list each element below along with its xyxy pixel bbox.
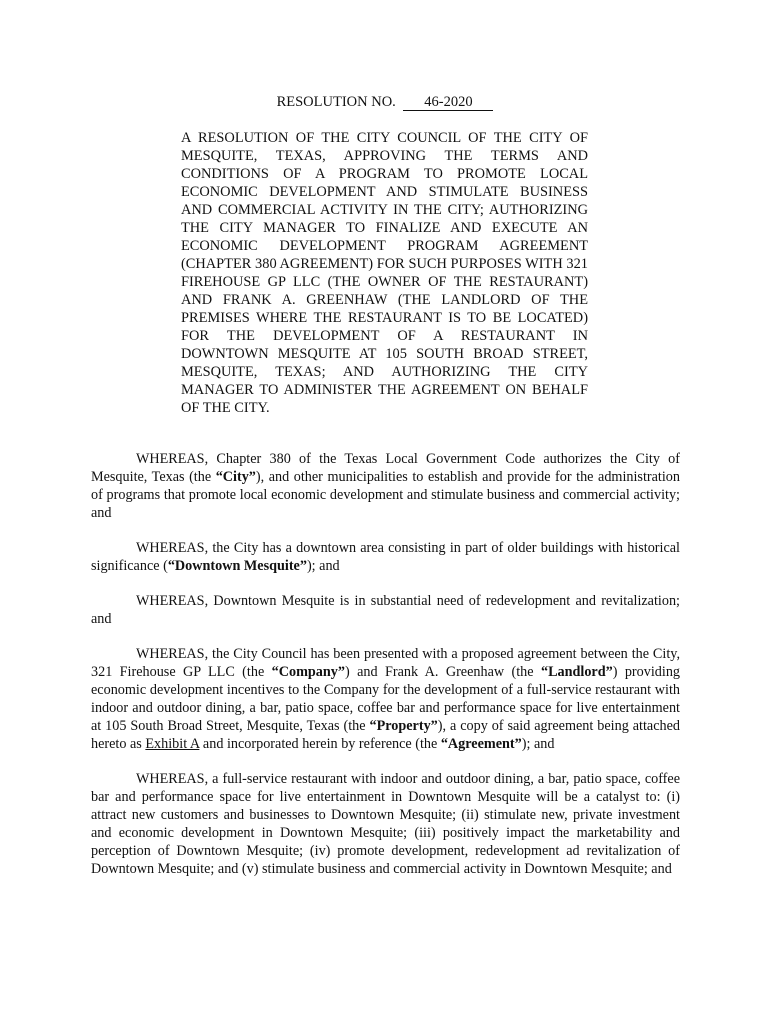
paragraph-text: ), a copy of said agreement being attached hereto as: [91, 718, 680, 752]
defined-term-city: “City”: [215, 469, 256, 485]
paragraph-text: ), and other municipalities to establish and provide for the administration of programs that promote local economic development and stimulate business and commercial activity; and: [91, 469, 680, 521]
defined-term-agreement: “Agreement”: [440, 736, 522, 752]
paragraph-text: WHEREAS, Downtown Mesquite is in substantial need of redevelopment and revitalization; and: [91, 593, 680, 627]
paragraph-text: WHEREAS, the City Council has been presented with a proposed agreement between the City, 321 Firehouse GP LLC (the: [91, 646, 680, 680]
whereas-paragraph-3: [91, 592, 680, 628]
whereas-paragraph-4: [91, 645, 680, 753]
resolution-header: [0, 92, 770, 112]
paragraph-text: and incorporated herein by reference (the: [199, 736, 441, 752]
whereas-paragraph-1: [91, 450, 680, 522]
paragraph-text: WHEREAS, a full-service restaurant with indoor and outdoor dining, a bar, patio space, coffee bar and performance space for live entertainment in Downtown Mesquite will be a catalyst to: (i) attract new customers and businesses to Downtown Mesquite; (ii) stimulate new, private investment and economic development in Downtown Mesquite; (iii) positively impact the marketability and perception of Downtown Mesquite; (iv) promote development, redevelopment ad revitalization of Downtown Mesquite; and (v) stimulate business and commercial activity in Downtown Mesquite; and: [91, 771, 680, 877]
resolution-title: A RESOLUTION OF THE CITY COUNCIL OF THE CITY OF MESQUITE, TEXAS, APPROVING THE TERMS AND CONDITIONS OF A PROGRAM TO PROMOTE LOCAL ECONOMIC DEVELOPMENT AND STIMULATE BUSINESS AND COMMERCIAL ACTIVITY IN THE CITY; AUTHORIZING THE CITY MANAGER TO FINALIZE AND EXECUTE AN ECONOMIC DEVELOPMENT PROGRAM AGREEMENT (CHAPTER 380 AGREEMENT) FOR SUCH PURPOSES WITH 321 FIREHOUSE GP LLC (THE OWNER OF THE RESTAURANT) AND FRANK A. GREENHAW (THE LANDLORD OF THE PREMISES WHERE THE RESTAURANT IS TO BE LOCATED) FOR THE DEVELOPMENT OF A RESTAURANT IN DOWNTOWN MESQUITE AT 105 SOUTH BROAD STREET, MESQUITE, TEXAS; AND AUTHORIZING THE CITY MANAGER TO ADMINISTER THE AGREEMENT ON BEHALF OF THE CITY.: [181, 130, 588, 416]
paragraph-text: ) and Frank A. Greenhaw (the: [344, 664, 541, 680]
paragraph-text: WHEREAS, Chapter 380 of the Texas Local Government Code authorizes the City of Mesquite, Texas (the: [91, 451, 680, 485]
paragraph-text: ); and: [521, 736, 555, 752]
paragraph-text: ) providing economic development incentives to the Company for the development of a full-service restaurant with indoor and outdoor dining, a bar, patio space, coffee bar and performance space for live entertainment at 105 South Broad Street, Mesquite, Texas (the: [91, 664, 681, 734]
defined-term-property: “Property”: [369, 718, 438, 734]
resolution-number: 46-2020: [403, 94, 493, 111]
paragraph-text: ); and: [306, 558, 340, 574]
exhibit-reference: Exhibit A: [145, 736, 200, 752]
whereas-paragraph-2: [91, 539, 680, 575]
document-body: [91, 450, 680, 895]
defined-term-downtown-mesquite: “Downtown Mesquite”: [167, 558, 307, 574]
defined-term-landlord: “Landlord”: [540, 664, 613, 680]
paragraph-text: WHEREAS, the City has a downtown area consisting in part of older buildings with historical significance (: [91, 540, 680, 574]
defined-term-company: “Company”: [271, 664, 345, 680]
whereas-paragraph-5: [91, 770, 680, 878]
resolution-label: RESOLUTION NO.: [276, 94, 396, 110]
